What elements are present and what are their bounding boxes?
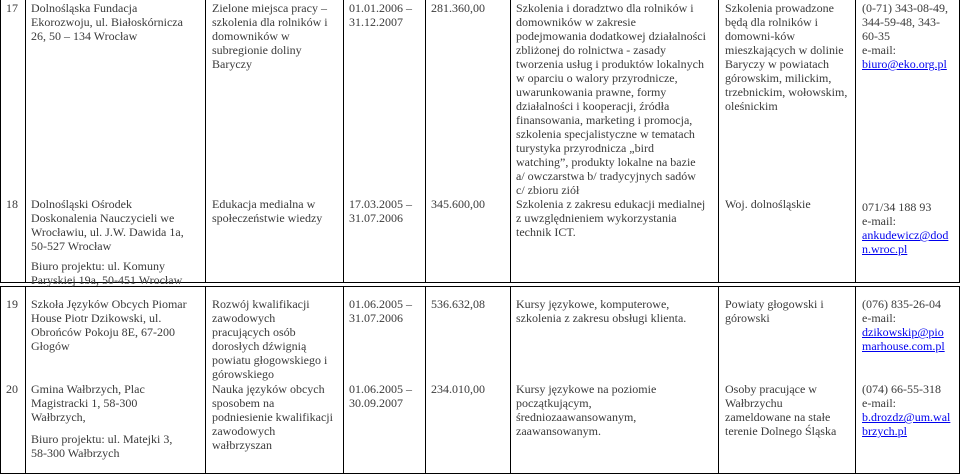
row-19-contact: (076) 835-26-04 e-mail: dzikowskip@pio marhouse.com.pl	[862, 297, 945, 353]
row-17-applicant: Dolnośląska Fundacja Ekorozwoju, ul. Białoskórnicza 26, 50 – 134 Wrocław	[31, 1, 183, 43]
row-19-applicant: Szkoła Języków Obcych Piomar House Piotr Dzikowski, ul. Obrońców Pokoju 8E, 67-200 Głogów	[31, 297, 187, 353]
row-19-target-group: Powiaty głogowski i górowski	[725, 297, 824, 325]
row-18-contact: 071/34 188 93 e-mail: ankudewicz@dod n.wroc.pl	[862, 200, 949, 256]
row-17-email-link[interactable]: biuro@eko.org.pl	[862, 57, 947, 71]
col-divider	[510, 0, 511, 283]
row-20-amount: 234.010,00	[431, 382, 485, 396]
row-20-email-link-cont[interactable]: brzych.pl	[862, 424, 907, 438]
row-18-email-link[interactable]: ankudewicz@dod	[862, 228, 949, 242]
col-divider	[425, 0, 426, 283]
col-divider	[0, 286, 1, 474]
col-divider	[718, 0, 719, 283]
row-19-email-link-cont[interactable]: marhouse.com.pl	[862, 339, 945, 353]
col-divider	[0, 0, 1, 283]
row-20-contact: (074) 66-55-318 e-mail: b.drozdz@um.wal brzych.pl	[862, 382, 951, 438]
row-20-applicant: Gmina Wałbrzych, Plac Magistracki 1, 58-300 Wałbrzych, Biuro projektu: ul. Matejki 3, 58-300 Wałbrzych	[31, 382, 173, 460]
row-18-project-title: Edukacja medialna w społeczeństwie wiedzy	[212, 197, 323, 225]
row-19-scope: Kursy językowe, komputerowe, szkolenia z zakresu obsługi klienta.	[516, 297, 687, 325]
col-divider	[25, 0, 26, 283]
row-19-number: 19	[6, 297, 18, 311]
row-18-number: 18	[6, 197, 18, 211]
row-17-scope: Szkolenia i doradztwo dla rolników i domowników w zakresie podejmowania dodatkowej działalności zbliżonej do rolnictwa - zasady tworzenia usług i produktów lokalnych w oparciu o walory przyrodnicze, uwarunkowania prawne, formy działalności i kooperacji, źródła finansowania, marketing i promocja, szkolenia specjalistyczne w tematach turystyka przyrodnicza „bird watching”, produkty lokalne na bazie a/ owczarstwa b/ tradycyjnych sadów c/ zbioru ziół	[516, 1, 706, 197]
col-divider	[510, 286, 511, 474]
row-17-target-group: Szkolenia prowadzone będą dla rolników i domowni-ków mieszkających w dolinie Baryczy w powiatach górowskim, milickim, trzebnickim, wołowskim, oleśnickim	[725, 1, 848, 113]
col-divider	[718, 286, 719, 474]
row-17-dates: 01.01.2006 – 31.12.2007	[349, 1, 412, 29]
row-17-amount: 281.360,00	[431, 1, 485, 15]
row-20-target-group: Osoby pracujące w Wałbrzychu zameldowane na stałe terenie Dolnego Śląska	[725, 382, 837, 438]
row-20-scope: Kursy językowe na poziomie początkującym, średniozaawansowanym, zaawansowanym.	[516, 382, 657, 438]
row-20-dates: 01.06.2005 – 30.09.2007	[349, 382, 412, 410]
col-divider	[205, 286, 206, 474]
col-divider	[855, 0, 856, 283]
row-20-email-link[interactable]: b.drozdz@um.wal	[862, 410, 951, 424]
row-19-project-title: Rozwój kwalifikacji zawodowych pracujących osób dorosłych dźwignią powiatu głogowskiego i górowskiego	[212, 297, 328, 381]
col-divider	[205, 0, 206, 283]
row-19-dates: 01.06.2005 – 31.07.2006	[349, 297, 412, 325]
row-18-dates: 17.03.2005 – 31.07.2006	[349, 197, 412, 225]
row-18-scope: Szkolenia z zakresu edukacji medialnej z uwzględnieniem wykorzystania technik ICT.	[516, 197, 706, 239]
col-divider	[343, 0, 344, 283]
col-divider	[25, 286, 26, 474]
row-18-amount: 345.600,00	[431, 197, 485, 211]
row-19-email-link[interactable]: dzikowskip@pio	[862, 325, 944, 339]
row-18-target-group: Woj. dolnośląskie	[725, 197, 811, 211]
row-17-project-title: Zielone miejsca pracy – szkolenia dla rolników i domowników w subregionie doliny Baryczy	[212, 1, 328, 71]
col-divider	[855, 286, 856, 474]
row-18-applicant: Dolnośląski Ośrodek Doskonalenia Nauczycieli we Wrocławiu, ul. J.W. Dawida 1a, 50-527 Wrocław Biuro projektu: ul. Komuny Paryskiej 19a, 50-451 Wrocław	[31, 197, 184, 287]
col-divider	[425, 286, 426, 474]
row-17-contact: (0-71) 343-08-49, 344-59-48, 343- 60-35 e-mail: biuro@eko.org.pl	[862, 1, 948, 71]
row-20-number: 20	[6, 382, 18, 396]
row-18-email-link-cont[interactable]: n.wroc.pl	[862, 242, 908, 256]
row-19-amount: 536.632,08	[431, 297, 485, 311]
row-17-number: 17	[6, 1, 18, 15]
col-divider	[343, 286, 344, 474]
row-20-project-title: Nauka języków obcych sposobem na podniesienie kwalifikacji zawodowych wałbrzyszan	[212, 382, 333, 452]
